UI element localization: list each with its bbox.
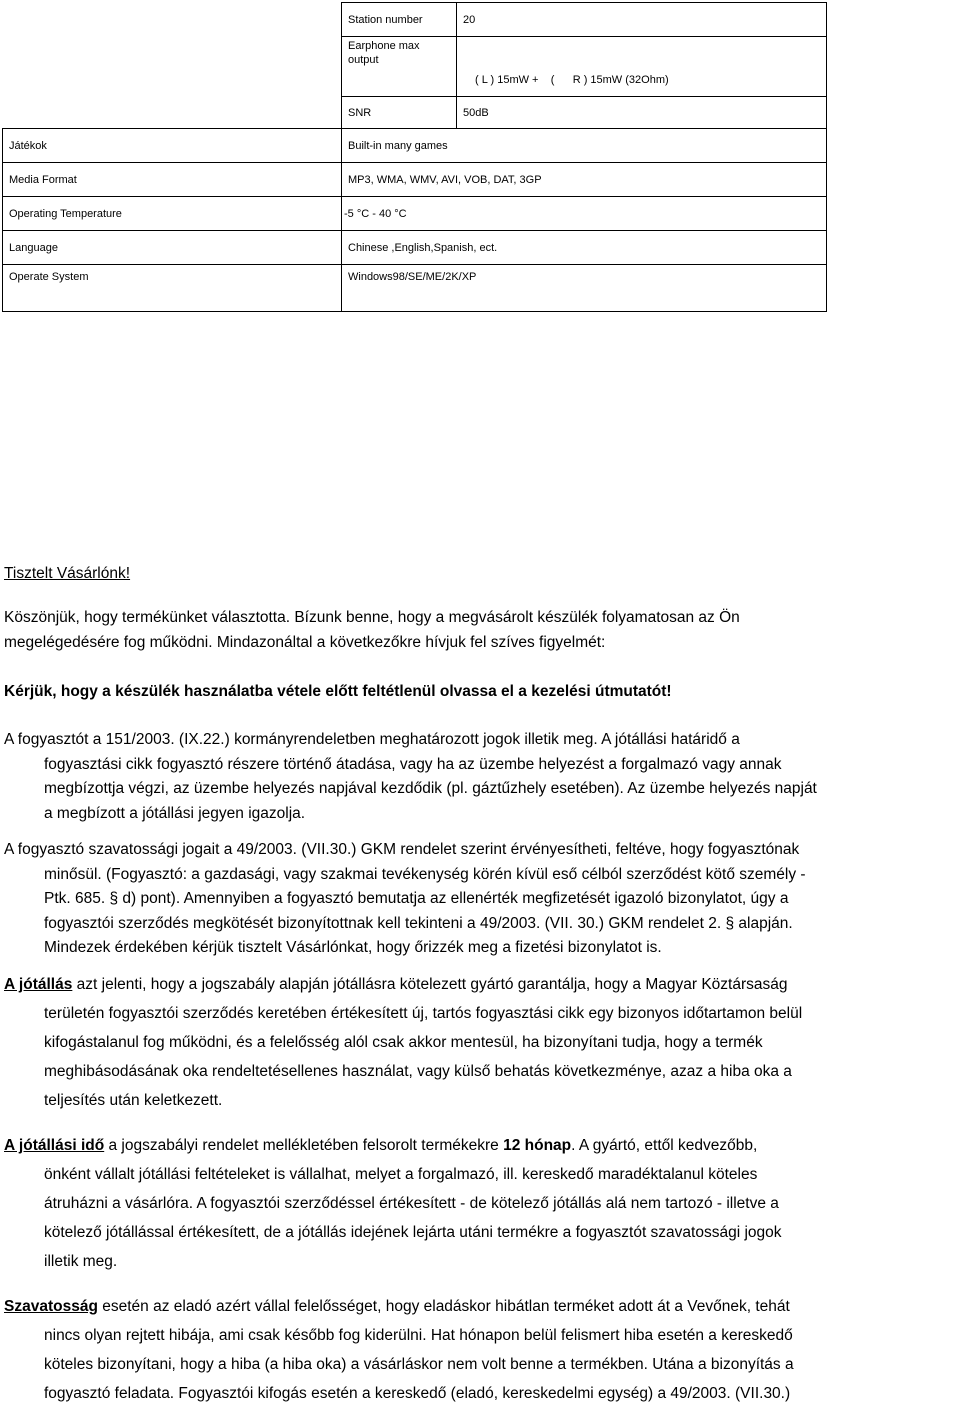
spec-value: Chinese ,English,Spanish, ect. xyxy=(342,231,827,265)
spec-label: Media Format xyxy=(3,163,342,197)
greeting xyxy=(4,562,130,587)
text-line: megbízottja végzi, az üzembe helyezés napjával kezdődik (pl. gáztűzhely esetében). Az üzembe helyezés napját xyxy=(44,780,817,797)
text-line: átruházni a vásárlóra. A fogyasztói szerződéssel értékesített - de kötelező jótállás alá nem tartozó - illetve a xyxy=(44,1195,779,1212)
spec-value: MP3, WMA, WMV, AVI, VOB, DAT, 3GP xyxy=(342,163,827,197)
spec-table-main xyxy=(2,128,827,312)
spec-label: Játékok xyxy=(3,129,342,163)
text-line: kifogástalanul fog működni, és a felelősség alól csak akkor mentesül, ha bizonyítani tudja, hogy a termék xyxy=(44,1034,763,1051)
text-line: fogyasztási cikk fogyasztó részere történő átadása, vagy ha az üzembe helyezést a forgalmazó vagy annak xyxy=(44,755,782,773)
term-guarantee: A jótállás xyxy=(4,976,73,993)
text-line: önként vállalt jótállási feltételeket is vállalhat, melyet a forgalmazó, ill. kereskedő maradéktalanul köteles xyxy=(44,1166,758,1183)
text-line xyxy=(4,1292,959,1321)
text-line: fogyasztói szerződés megkötését bizonyítottnak kell tekinteni a 49/2003. (VII. 30.) GKM rendelet 2. § alapján. xyxy=(44,914,793,932)
text-span: . A gyártó, ettől kedvezőbb, xyxy=(571,1137,758,1154)
text-line: köteles bizonyítani, hogy a hiba (a hiba oka) a vásárláskor nem volt benne a termékben. Utána a bizonyítás a xyxy=(44,1356,794,1373)
text-line: nincs olyan rejtett hibája, ami csak később fog kiderülni. Hat hónapon belül felismert hiba esetén a kereskedő xyxy=(44,1327,793,1344)
text-line: Kérjük, hogy a készülék használatba vétele előtt feltétlenül olvassa el a kezelési útmutatót! xyxy=(4,683,672,700)
text-line: teljesítés után keletkezett. xyxy=(44,1092,223,1109)
greeting-text: Tisztelt Vásárlónk! xyxy=(4,565,131,582)
warranty-paragraph xyxy=(4,1292,959,1408)
intro-paragraph xyxy=(4,606,954,655)
spec-label: Language xyxy=(3,231,342,265)
text-line: A fogyasztót a 151/2003. (IX.22.) kormányrendeletben meghatározott jogok illetik meg. A jótállási határidő a xyxy=(4,731,740,748)
spec-value: Windows98/SE/ME/2K/XP xyxy=(342,265,827,312)
text-span: a jogszabályi rendelet mellékletében felsorolt termékekre xyxy=(104,1137,504,1154)
spec-value: ( L ) 15mW + ( R ) 15mW (32Ohm) xyxy=(457,37,827,97)
text-line xyxy=(4,970,959,999)
spec-row xyxy=(3,231,827,265)
text-line: Ptk. 685. § d) pont). Amennyiben a fogyasztó bemutatja az ellenérték megfizetését igazoló bizonylatot, úgy a xyxy=(44,890,789,907)
spec-table-top xyxy=(341,2,827,129)
spec-label: Operating Temperature xyxy=(3,197,342,231)
text-span: esetén az eladó azért vállal felelősséget, hogy eladáskor hibátlan terméket adott át a Vevőnek, tehát xyxy=(97,1298,790,1315)
spec-row-earphone xyxy=(342,37,827,97)
text-line: minősül. (Fogyasztó: a gazdasági, vagy szakmai tevékenység körén kívül eső célból szerződést kötő személy - xyxy=(44,865,806,883)
guarantee-paragraph xyxy=(4,970,959,1115)
spec-label xyxy=(342,37,457,97)
rights-paragraph xyxy=(4,728,954,826)
text-line: Köszönjük, hogy termékünket választotta. Bízunk benne, hogy a megvásárolt készülék folyamatosan az Ön xyxy=(4,609,740,626)
spec-label-line: output xyxy=(348,54,379,66)
spec-label: SNR xyxy=(342,97,457,129)
spec-row xyxy=(3,163,827,197)
text-line xyxy=(4,1131,959,1160)
spec-row xyxy=(3,129,827,163)
text-line: területén fogyasztói szerződés keretében értékesített új, tartós fogyasztási cikk egy bizonyos időtartamon belül xyxy=(44,1005,803,1022)
term-guarantee-period: A jótállási idő xyxy=(4,1137,105,1154)
text-line: fogyasztó feladata. Fogyasztói kifogás esetén a kereskedő (eladó, kereskedelmi egység) a 49/2003. (VII.30.) xyxy=(44,1385,791,1402)
guarantee-months: 12 hónap xyxy=(503,1137,572,1154)
spec-row-station xyxy=(342,3,827,37)
text-line: meghibásodásának oka rendeltetésellenes használat, vagy külső behatás következménye, azaz a hiba oka a xyxy=(44,1063,792,1080)
text-span: azt jelenti, hogy a jogszabály alapján jótállásra kötelezett gyártó garantálja, hogy a Magyar Köztársaság xyxy=(72,976,788,993)
spec-row xyxy=(3,197,827,231)
text-line: A fogyasztó szavatossági jogait a 49/2003. (VII.30.) GKM rendelet szerint érvényesítheti, feltéve, hogy fogyasztónak xyxy=(4,841,800,858)
spec-label-line: Earphone max xyxy=(348,40,420,52)
text-line: Mindezek érdekében kérjük tisztelt Vásárlónkat, hogy őrizzék meg a fizetési bizonylatot is. xyxy=(44,939,662,956)
spec-label: Station number xyxy=(342,3,457,37)
text-line: illetik meg. xyxy=(44,1253,118,1270)
spec-value: 50dB xyxy=(457,97,827,129)
text-line: megelégedésére fog működni. Mindazonáltal a következőkre hívjuk fel szíves figyelmét: xyxy=(4,633,606,651)
text-line: kötelező jótállással értékesített, de a jótállás idejének lejárta utáni termékre a fogyasztót szavatossági jogok xyxy=(44,1224,782,1241)
spec-label: Operate System xyxy=(3,265,342,312)
warranty-rights-paragraph xyxy=(4,838,954,961)
guarantee-period-paragraph xyxy=(4,1131,959,1276)
spec-row-snr xyxy=(342,97,827,129)
text-line: a megbízott a jótállási jegyen igazolja. xyxy=(44,804,306,822)
spec-value: -5 °C - 40 °C xyxy=(342,197,827,231)
spec-row xyxy=(3,265,827,312)
term-warranty: Szavatosság xyxy=(4,1298,98,1315)
spec-value: Built-in many games xyxy=(342,129,827,163)
spec-value: 20 xyxy=(457,3,827,37)
notice-paragraph xyxy=(4,680,954,705)
